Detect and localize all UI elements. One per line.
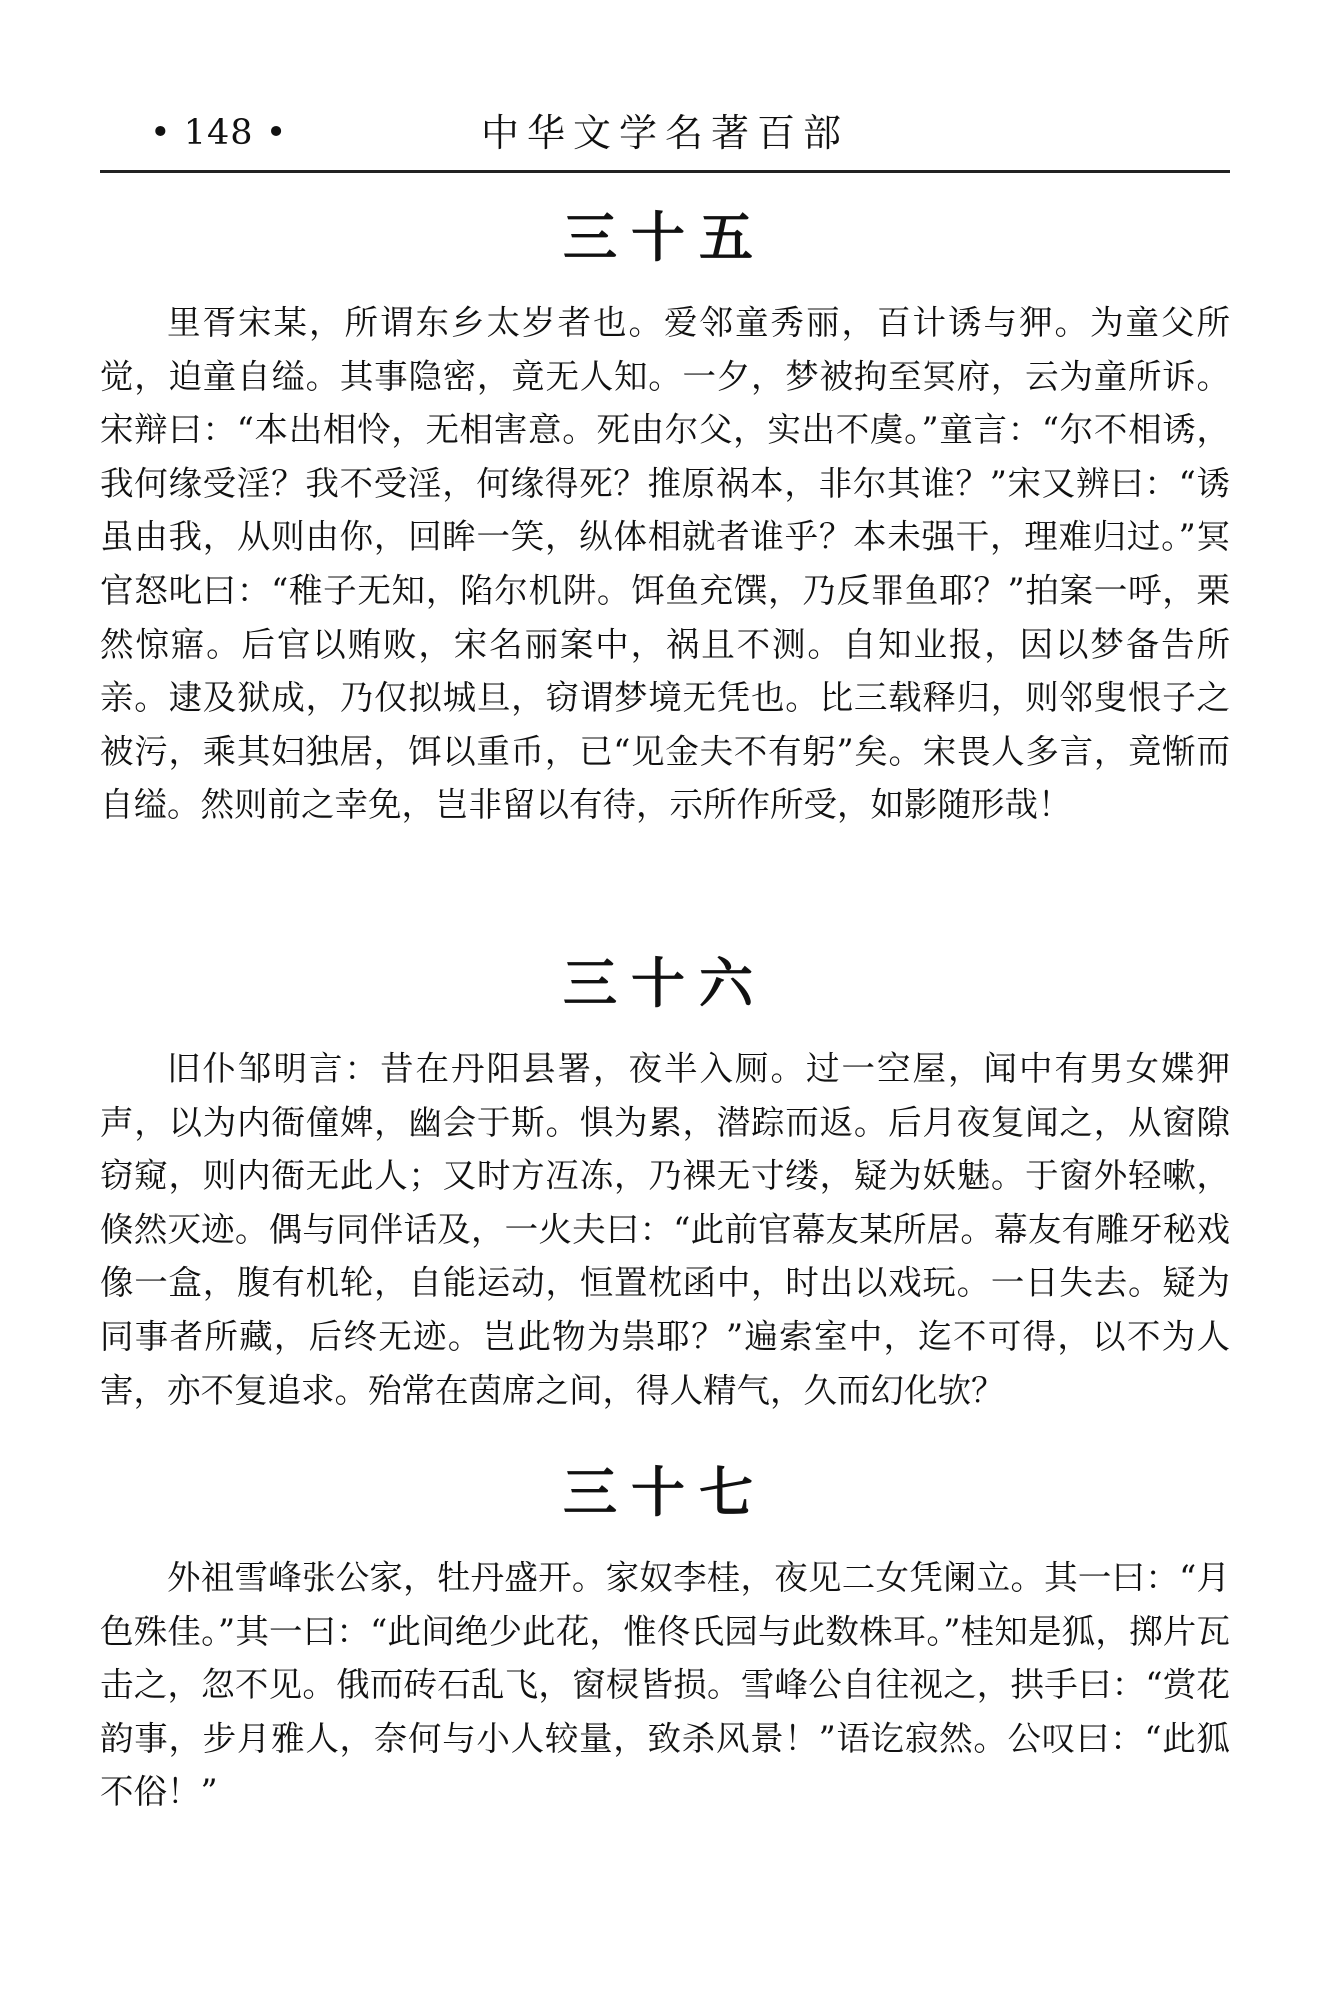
section-title: 三十六 (563, 951, 767, 1015)
page-header (100, 108, 1230, 173)
section-title: 三十七 (563, 1460, 767, 1524)
section-title: 三十五 (563, 205, 767, 269)
section-paragraph: 里胥宋某，所谓东乡太岁者也。爱邻童秀丽，百计诱与狎。为童父所觉，迫童自缢。其事隐密，竟无人知。一夕，梦被拘至冥府，云为童所诉。宋辩曰：“本出相怜，无相害意。死由尔父，实出不虞。”童言：“尔不相诱，我何缘受淫？我不受淫，何缘得死？推原祸本，非尔其谁？”宋又辨曰：“诱虽由我，从则由你，回眸一笑，纵体相就者谁乎？本未强干，理难归过。”冥官怒叱曰：“稚子无知，陷尔机阱。饵鱼充馔，乃反罪鱼耶？”拍案一呼，栗然惊寤。后官以贿败，宋名丽案中，祸且不测。自知业报，因以梦备告所亲。逮及狱成，乃仅拟城旦，窃谓梦境无凭也。比三载释归，则邻叟恨子之被污，乘其妇独居，饵以重币，已“见金夫不有躬”矣。宋畏人多言，竟惭而自缢。然则前之幸免，岂非留以有待，示所作所受，如影随形哉！ (100, 303, 1230, 825)
section-paragraph: 外祖雪峰张公家，牡丹盛开。家奴李桂，夜见二女凭阑立。其一曰：“月色殊佳。”其一曰：“此间绝少此花，惟佟氏园与此数株耳。”桂知是狐，掷片瓦击之，忽不见。俄而砖石乱飞，窗棂皆损。雪峰公自往视之，拱手曰：“赏花韵事，步月雅人，奈何与小人较量，致杀风景！”语讫寂然。公叹曰：“此狐不俗！” (100, 1558, 1230, 1812)
book-page (100, 0, 1230, 1997)
page-number: • 148 • (150, 113, 288, 153)
book-title: 中华文学名著百部 (480, 111, 849, 155)
section-paragraph: 旧仆邹明言：昔在丹阳县署，夜半入厕。过一空屋，闻中有男女媟狎声，以为内衙僮婢，幽会于斯。惧为累，潜踪而返。后月夜复闻之，从窗隙窃窥，则内衙无此人；又时方冱冻，乃裸无寸缕，疑为妖魅。于窗外轻嗽，倏然灭迹。偶与同伴话及，一火夫曰：“此前官幕友某所居。幕友有雕牙秘戏像一盒，腹有机轮，自能运动，恒置枕函中，时出以戏玩。一日失去。疑为同事者所藏，后终无迹。岂此物为祟耶？”遍索室中，迄不可得，以不为人害，亦不复追求。殆常在茵席之间，得人精气，久而幻化欤？ (100, 1049, 1230, 1410)
